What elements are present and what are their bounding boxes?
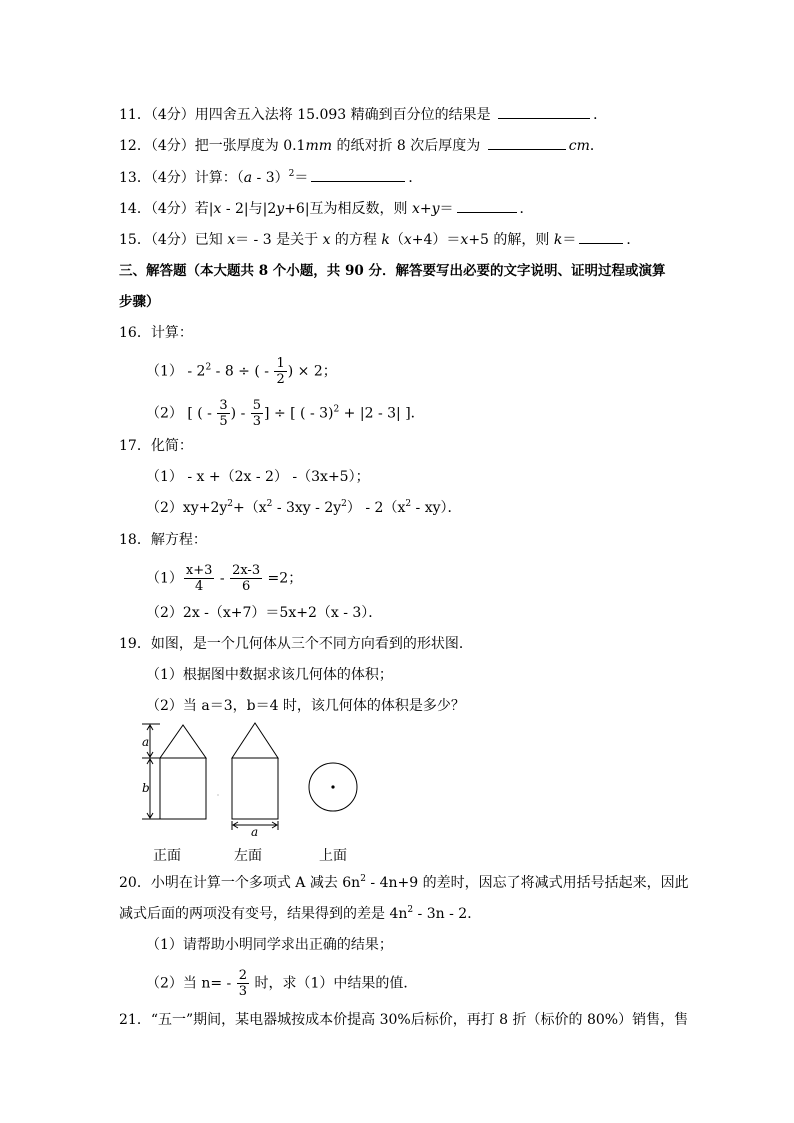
fraction: $\frac{x+3}{4}$ — [185, 563, 213, 594]
question-11: 11．（4分）用四舍五入法将 15.093 精确到百分位的结果是 ． — [119, 104, 607, 124]
question-18-title: 18．解方程： — [119, 532, 207, 548]
question-13: 13．（4分）计算：（a - 3）$^2$＝ ． — [119, 169, 423, 186]
answer-blank[interactable] — [498, 104, 590, 119]
dim-label-a-bottom: a — [251, 825, 259, 838]
caption-left-view: 左面 — [234, 848, 262, 864]
fraction: $\frac{3}{5}$ — [219, 398, 228, 429]
fraction: $\frac{2x-3}{6}$ — [232, 563, 261, 594]
top-view — [309, 763, 357, 811]
speck — [217, 794, 218, 795]
answer-blank[interactable] — [488, 135, 566, 150]
question-20-part-2: （2）当 n= - $\frac{2}{3}$ 时，求（1）中结果的值． — [146, 968, 418, 999]
question-14: 14．（4分）若|x - 2|与|2y+6|互为相反数，则 x+y＝ ． — [119, 198, 534, 218]
section-heading: 三、解答题（本大题共 8 个小题，共 90 分．解答要写出必要的文字说明、证明过程或演算 — [119, 263, 666, 279]
fraction: $\frac{1}{2}$ — [276, 356, 285, 387]
fraction: $\frac{5}{3}$ — [252, 398, 262, 429]
question-16-part-2: （2） [ ( - $\frac{3}{5}$ ) - $\frac{5}{3}$ ] ÷ [ ( - 3)$^2$ + |2 - 3| ]． — [146, 398, 425, 429]
dim-label-b: b — [142, 781, 150, 795]
question-20-line-2: 减式后面的两项没有变号，结果得到的差是 $4n^2 - 3n - 2$． — [119, 905, 482, 922]
answer-blank[interactable] — [311, 167, 405, 182]
question-20-line-1: 20．小明在计算一个多项式 A 减去 $6n^2 - 4n+9$ 的差时，因忘了将减式用括号括起来，因此 — [119, 874, 689, 891]
front-view — [142, 724, 206, 819]
question-19-part-1: （1）根据图中数据求该几何体的体积； — [146, 667, 393, 683]
section-heading-cont: 步骤） — [119, 294, 160, 310]
question-15: 15．（4分）已知 x＝ - 3 是关于 x 的方程 k（x+4）＝x+5 的解，则 k＝ ． — [119, 229, 640, 249]
fraction: $\frac{2}{3}$ — [238, 968, 248, 999]
question-19-title: 19．如图，是一个几何体从三个不同方向看到的形状图． — [119, 636, 473, 652]
caption-top-view: 上面 — [319, 848, 347, 864]
question-17-part-1: （1） - x +（2x - 2） -（3x+5）； — [146, 469, 370, 485]
dim-label-a: a — [142, 735, 150, 749]
question-18-part-1: （1） $\frac{x+3}{4}$ - $\frac{2x-3}{6}$ =2； — [146, 563, 303, 594]
left-view — [232, 723, 278, 830]
question-18-part-2: （2）2x -（x+7）＝5x+2（x - 3）． — [146, 605, 383, 621]
question-12: 12．（4分）把一张厚度为 0.1mm 的纸对折 8 次后厚度为 cm． — [119, 135, 604, 155]
answer-blank[interactable] — [457, 198, 517, 213]
question-17-title: 17．化简： — [119, 438, 193, 454]
question-21-line-1: 21．“五一”期间，某电器城按成本价提高 30%后标价，再打 8 折（标价的 80%）销售，售 — [119, 1012, 689, 1028]
three-view-figure — [130, 718, 370, 838]
question-19-part-2: （2）当 a＝3，b＝4 时，该几何体的体积是多少？ — [146, 698, 465, 714]
caption-front-view: 正面 — [153, 848, 181, 864]
question-16-title: 16．计算： — [119, 325, 193, 341]
question-20-part-1: （1）请帮助小明同学求出正确的结果； — [146, 937, 393, 953]
question-16-part-1: $(1) - 2^2 - 8$ ÷ ( - $\frac{1}{2}$ ) × 2； — [146, 356, 337, 387]
answer-blank[interactable] — [579, 229, 623, 244]
question-17-part-2: $(2)xy+2y^2+(x^2 - 3xy - 2y^2) - 2(x^2 - xy)$． — [146, 499, 462, 516]
